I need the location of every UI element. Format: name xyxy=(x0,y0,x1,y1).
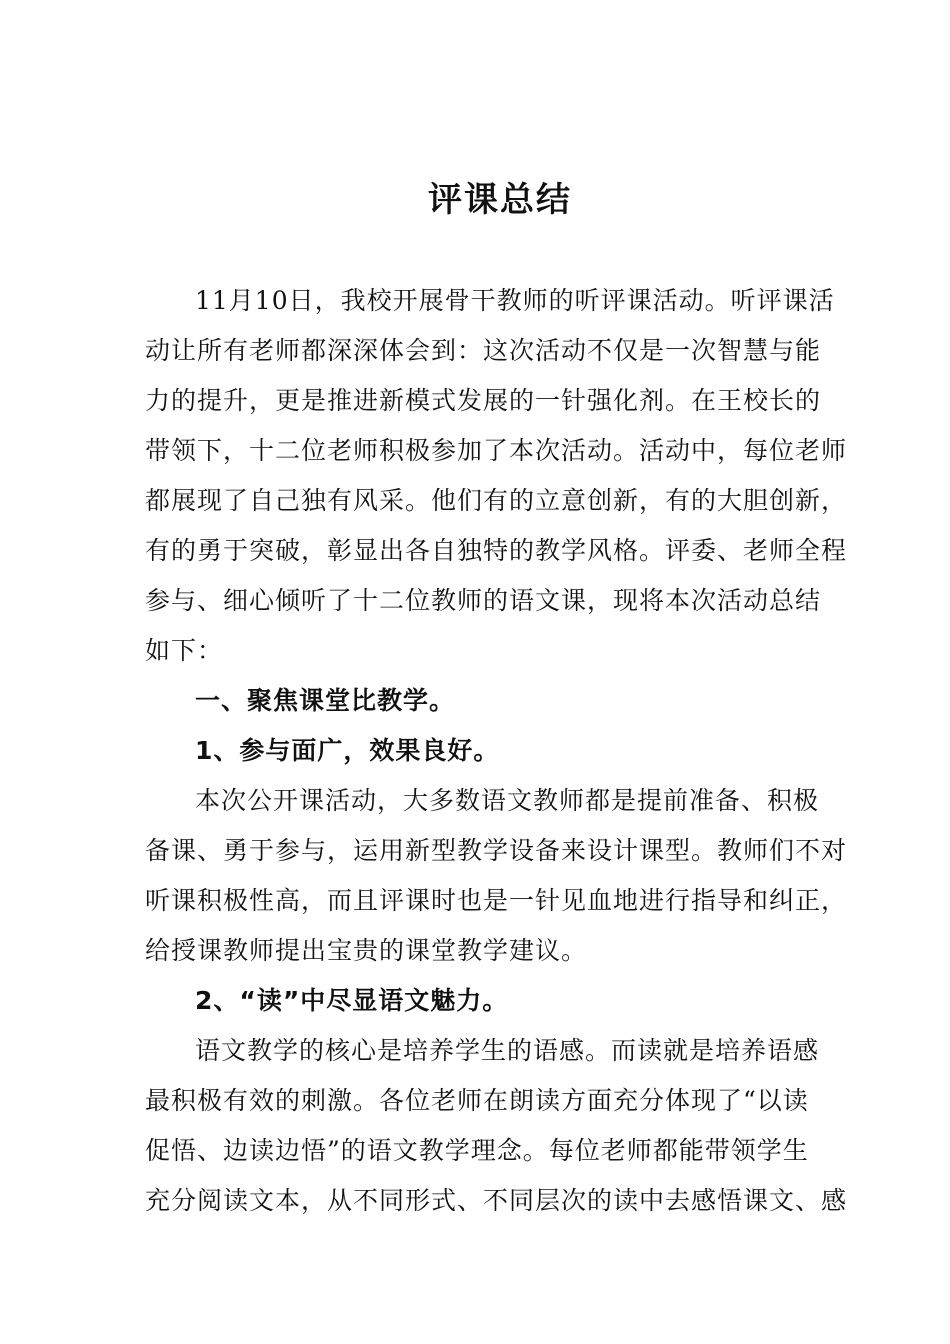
paragraph-line: 备课、勇于参与，运用新型教学设备来设计课型。教师们不对 xyxy=(145,836,848,865)
paragraph-line: 带领下，十二位老师积极参加了本次活动。活动中，每位老师 xyxy=(145,436,848,465)
paragraph-line: 都展现了自己独有风采。他们有的立意创新，有的大胆创新， xyxy=(145,486,848,515)
paragraph-line: 如下： xyxy=(145,636,224,665)
subsection-heading: 2、“读”中尽显语文魅力。 xyxy=(195,986,509,1015)
paragraph-line: 本次公开课活动，大多数语文教师都是提前准备、积极 xyxy=(195,786,820,815)
paragraph-line: 语文教学的核心是培养学生的语感。而读就是培养语感 xyxy=(195,1036,820,1065)
paragraph-line: 充分阅读文本，从不同形式、不同层次的读中去感悟课文、感 xyxy=(145,1186,848,1215)
paragraph-line: 听课积极性高，而且评课时也是一针见血地进行指导和纠正， xyxy=(145,886,848,915)
subsection-heading: 1、参与面广，效果良好。 xyxy=(195,736,500,765)
paragraph-line: 促悟、边读边悟”的语文教学理念。每位老师都能带领学生 xyxy=(145,1136,809,1165)
paragraph-line: 力的提升，更是推进新模式发展的一针强化剂。在王校长的 xyxy=(145,386,822,415)
paragraph-line: 参与、细心倾听了十二位教师的语文课，现将本次活动总结 xyxy=(145,586,822,615)
paragraph-line: 11月10日，我校开展骨干教师的听评课活动。听评课活 xyxy=(195,286,835,315)
document-title: 评课总结 xyxy=(428,180,572,220)
paragraph-line: 有的勇于突破，彰显出各自独特的教学风格。评委、老师全程 xyxy=(145,536,848,565)
section-heading: 一、聚焦课堂比教学。 xyxy=(195,686,456,715)
paragraph-line: 动让所有老师都深深体会到：这次活动不仅是一次智慧与能 xyxy=(145,336,822,365)
paragraph-line: 给授课教师提出宝贵的课堂教学建议。 xyxy=(145,936,588,965)
document-body xyxy=(145,276,848,1226)
paragraph-line: 最积极有效的刺激。各位老师在朗读方面充分体现了“以读 xyxy=(145,1086,809,1115)
